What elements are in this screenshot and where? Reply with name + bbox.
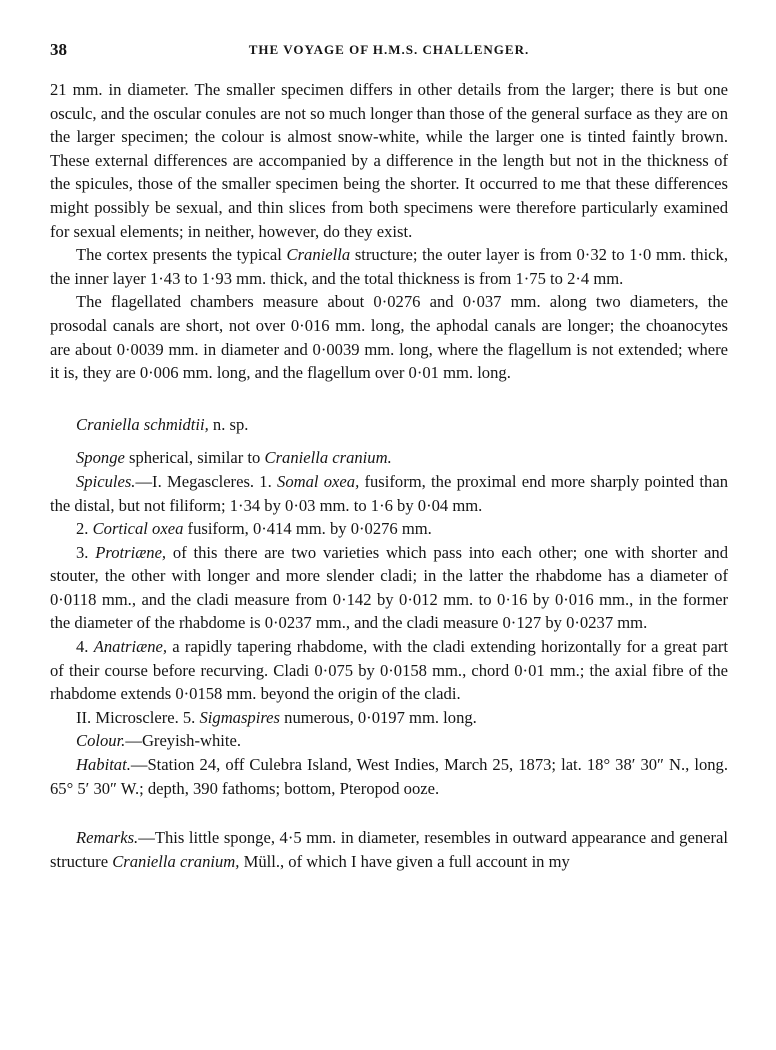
paragraph-anatriaene: 4. Anatriæne, a rapidly tapering rhabdome, with the cladi extending horizontally for a great part of their course before recurving. Cladi 0·075 by 0·0158 mm., chord 0·01 mm.; the axial fibre of the rhabdome extends 0·0158 mm. beyond the origin of the cladi. [50, 637, 729, 704]
body-text [50, 78, 728, 873]
section-label-colour: Colour. [76, 731, 126, 751]
page [50, 40, 728, 873]
section-label-sponge: Sponge [76, 448, 125, 468]
paragraph-protriaene: 3. Protriæne, of this there are two varieties which pass into each other; one with shorter and stouter, the other with longer and more slender cladi; in the latter the rhabdome has a diameter of 0·0118 mm., and the cladi measure from 0·142 by 0·012 mm. to 0·16 by 0·016 mm., in the former the diameter of the rhabdome is 0·0237 mm., and the cladi measure 0·127 by 0·0237 mm. [50, 542, 728, 633]
paragraph-flagellated-chambers: The flagellated chambers measure about 0·0276 and 0·037 mm. along two diameters, the prosodal canals are short, not over 0·016 mm. long, the aphodal canals are longer; the choanocytes are about 0·0039 mm. in diameter and 0·0039 mm. long, where the flagellum is not extended; where it is, they are 0·006 mm. long, and the flagellum over 0·01 mm. long. [50, 292, 728, 383]
paragraph-colour: Colour.—Greyish-white. [76, 731, 242, 751]
paragraph-sponge: Sponge spherical, similar to Craniella cranium. [76, 448, 392, 468]
section-label-remarks: Remarks. [76, 828, 139, 848]
taxon-name: Craniella [286, 245, 351, 265]
paragraph-spicules: Spicules.—I. Megascleres. 1. Somal oxea, fusiform, the proximal end more sharply pointed than the distal, but not filiform; 1·34 by 0·03 mm. to 1·6 by 0·04 mm. [50, 471, 728, 515]
paragraph-microsclere: II. Microsclere. 5. Sigmaspires numerous, 0·0197 mm. long. [76, 707, 477, 727]
species-name: Craniella schmidtii, [76, 414, 209, 434]
species-heading: Craniella schmidtii, n. sp. [76, 414, 249, 434]
paragraph-cortex: The cortex presents the typical Craniella structure; the outer layer is from 0·32 to 1·0 mm. thick, the inner layer 1·43 to 1·93 mm. thick, and the total thickness is from 1·75 to 2·4 mm. [50, 245, 728, 288]
running-head: THE VOYAGE OF H.M.S. CHALLENGER. [248, 42, 530, 57]
paragraph-remarks: Remarks.—This little sponge, 4·5 mm. in diameter, resembles in outward appearance and general structure Craniella cranium, Müll., of which I have given a full account in my [50, 828, 728, 871]
paragraph-specimen-differences: 21 mm. in diameter. The smaller specimen differs in other details from the larger; there is but one osculc, and the oscular conules are not so much longer than those of the general surface as they are on the larger specimen; the colour is almost snow-white, while the larger one is tinted faintly brown. These external differences are accompanied by a difference in the length but not in the thickness of the spicules, those of the smaller specimen being the shorter. It occurred to me that these differences might possibly be sexual, and thin slices from both specimens were therefore particularly examined for sexual elements; in neither, however, do they exist. [50, 80, 728, 241]
section-label-habitat: Habitat. [76, 755, 131, 775]
page-header [50, 40, 728, 64]
page-number: 38 [50, 40, 67, 59]
paragraph-habitat: Habitat.—Station 24, off Culebra Island, West Indies, March 25, 1873; lat. 18° 38′ 30″ N., long. 65° 5′ 30″ W.; depth, 390 fathoms; bottom, Pteropod ooze. [50, 755, 728, 798]
paragraph-cortical-oxea: 2. Cortical oxea fusiform, 0·414 mm. by 0·0276 mm. [76, 519, 432, 539]
section-label-spicules: Spicules. [76, 471, 136, 491]
